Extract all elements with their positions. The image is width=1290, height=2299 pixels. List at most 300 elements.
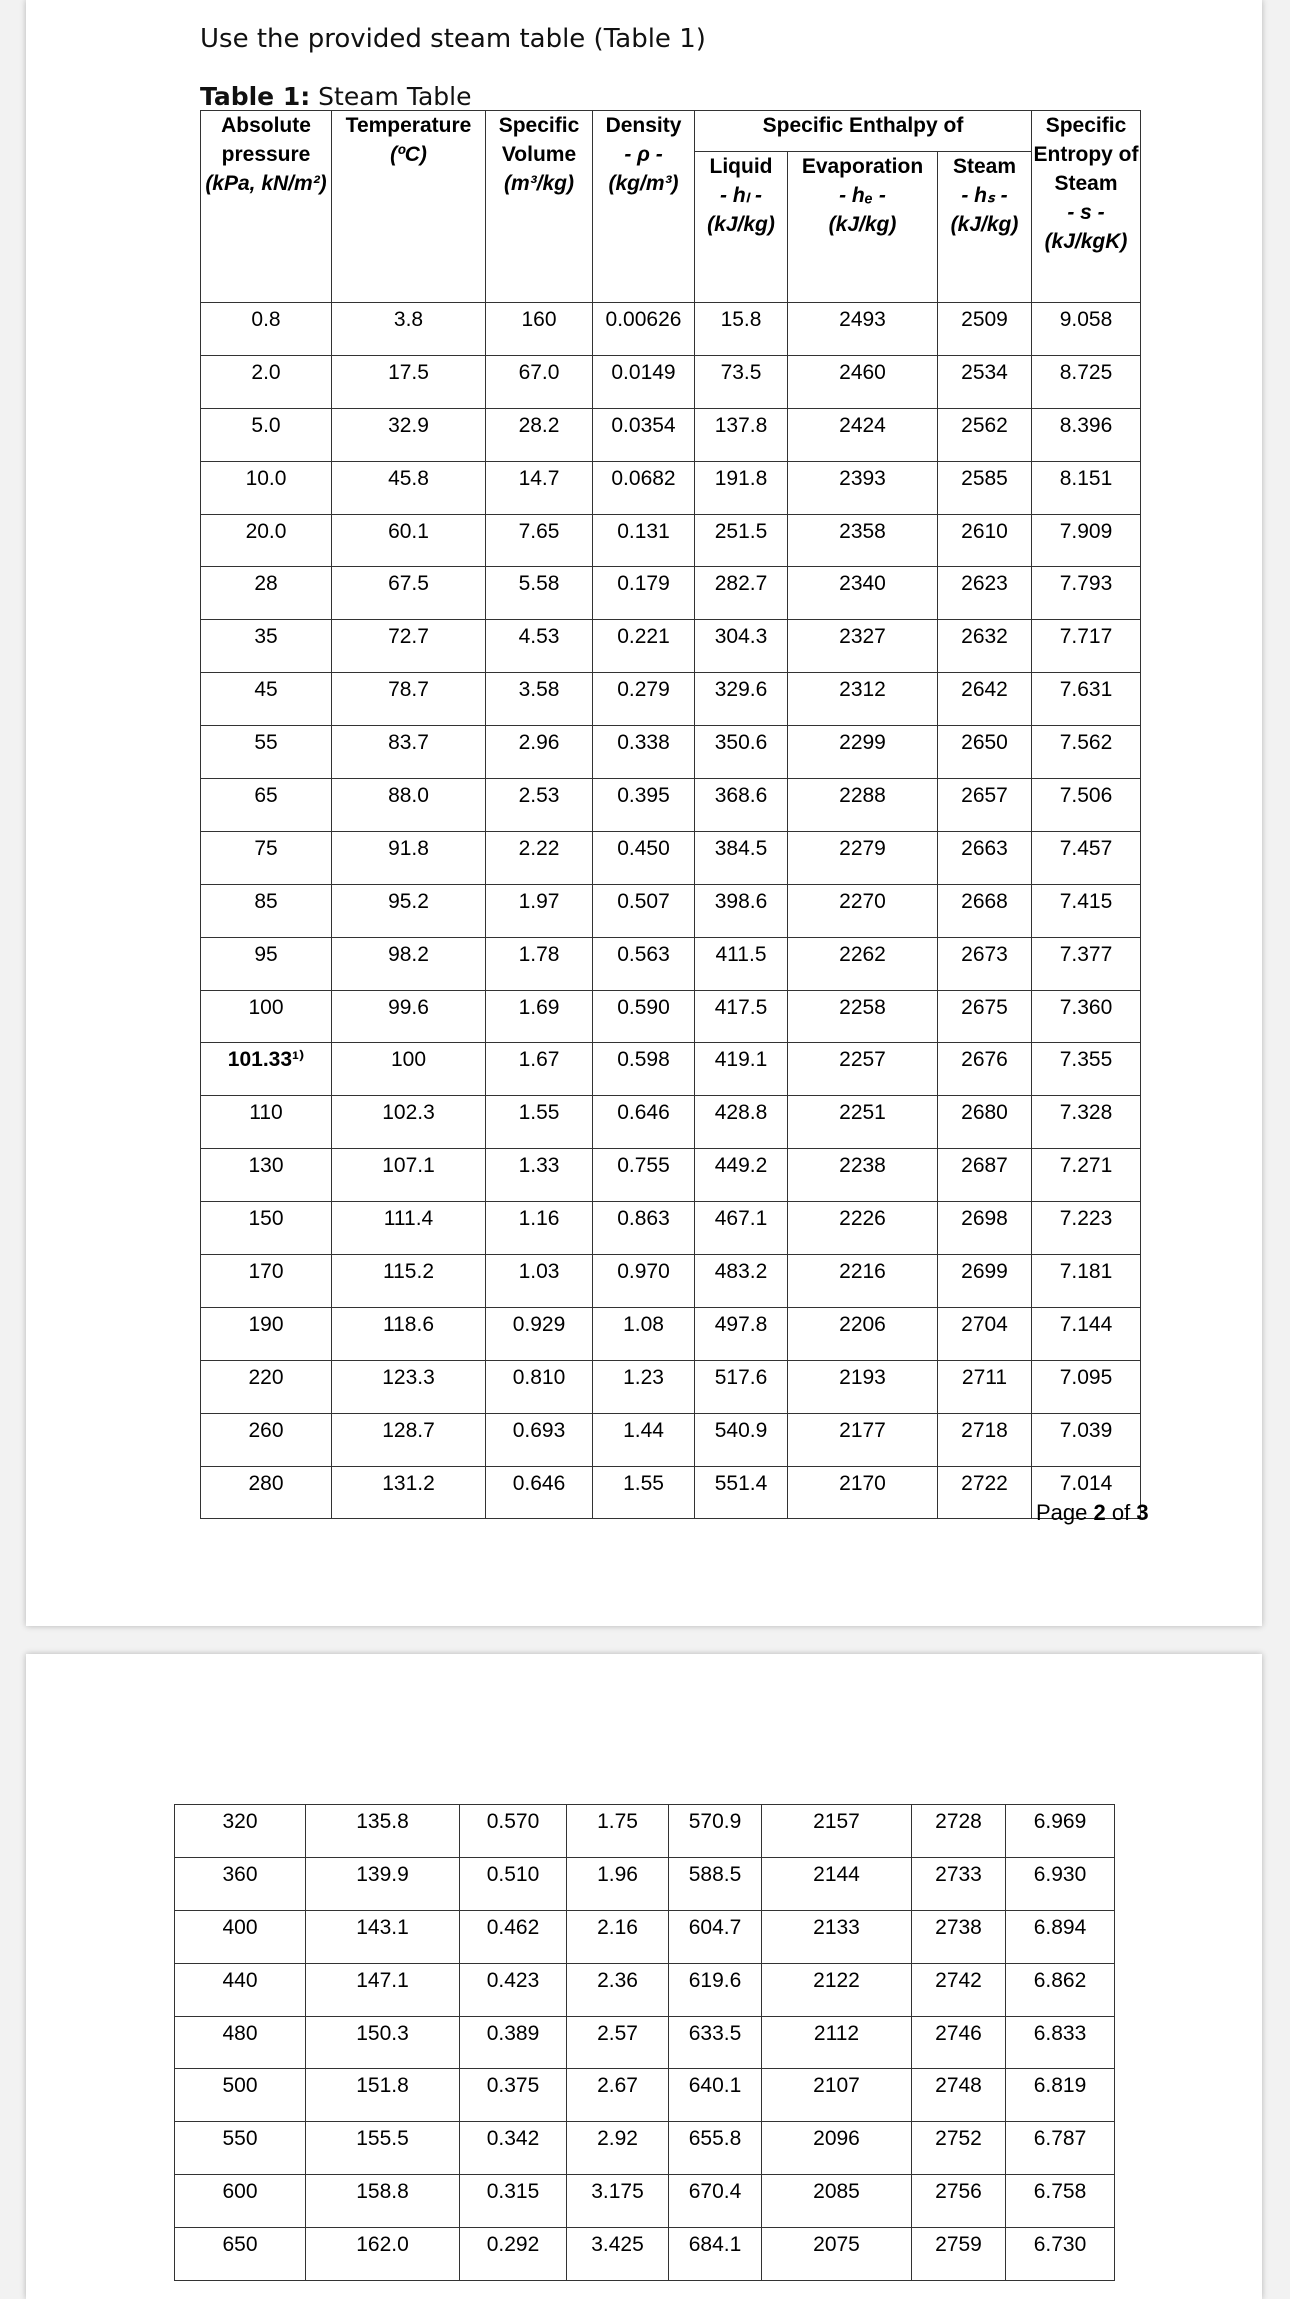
table-row xyxy=(201,461,1141,514)
table-cell: 2112 xyxy=(762,2016,912,2069)
table-cell: 2704 xyxy=(938,1307,1032,1360)
table-cell: 360 xyxy=(175,1857,306,1910)
table-row xyxy=(175,1963,1115,2016)
table-cell: 0.221 xyxy=(593,620,695,673)
table-cell: 2.36 xyxy=(567,1963,669,2016)
table-cell: 7.271 xyxy=(1032,1149,1141,1202)
table-cell: 7.631 xyxy=(1032,673,1141,726)
table-cell: 2075 xyxy=(762,2228,912,2281)
table-row xyxy=(201,779,1141,832)
table-cell: 60.1 xyxy=(332,514,486,567)
table-caption xyxy=(200,82,472,111)
table-cell: 7.717 xyxy=(1032,620,1141,673)
table-cell: 600 xyxy=(175,2175,306,2228)
table-cell: 2216 xyxy=(788,1255,938,1308)
table-cell: 7.039 xyxy=(1032,1413,1141,1466)
header-entropy: Specific Entropy of Steam - s - (kJ/kgK) xyxy=(1032,111,1141,303)
table-cell: 118.6 xyxy=(332,1307,486,1360)
table-cell: 0.395 xyxy=(593,779,695,832)
steam-table xyxy=(200,110,1141,1519)
table-cell: 517.6 xyxy=(695,1360,788,1413)
table-cell: 0.570 xyxy=(460,1805,567,1858)
table-cell: 2177 xyxy=(788,1413,938,1466)
table-cell: 1.69 xyxy=(486,990,593,1043)
table-cell: 2206 xyxy=(788,1307,938,1360)
table-cell: 3.58 xyxy=(486,673,593,726)
table-cell: 1.23 xyxy=(593,1360,695,1413)
table-cell: 1.44 xyxy=(593,1413,695,1466)
table-cell: 497.8 xyxy=(695,1307,788,1360)
table-cell: 2680 xyxy=(938,1096,1032,1149)
table-cell: 0.423 xyxy=(460,1963,567,2016)
table-cell: 0.507 xyxy=(593,884,695,937)
table-row xyxy=(201,567,1141,620)
table-cell: 6.930 xyxy=(1006,1857,1115,1910)
table-cell: 0.563 xyxy=(593,937,695,990)
table-cell: 3.175 xyxy=(567,2175,669,2228)
table-cell: 2262 xyxy=(788,937,938,990)
document-page-1 xyxy=(26,0,1262,1626)
table-cell: 2493 xyxy=(788,303,938,356)
table-cell: 7.562 xyxy=(1032,726,1141,779)
table-row xyxy=(201,355,1141,408)
table-cell: 684.1 xyxy=(669,2228,762,2281)
table-cell: 10.0 xyxy=(201,461,332,514)
table-cell: 128.7 xyxy=(332,1413,486,1466)
table-cell: 220 xyxy=(201,1360,332,1413)
table-row xyxy=(201,1202,1141,1255)
table-cell: 0.510 xyxy=(460,1857,567,1910)
table-cell: 2170 xyxy=(788,1466,938,1519)
table-cell: 107.1 xyxy=(332,1149,486,1202)
table-cell: 137.8 xyxy=(695,408,788,461)
table-cell: 6.787 xyxy=(1006,2122,1115,2175)
table-cell: 83.7 xyxy=(332,726,486,779)
table-cell: 2.57 xyxy=(567,2016,669,2069)
table-cell: 1.96 xyxy=(567,1857,669,1910)
table-cell: 2687 xyxy=(938,1149,1032,1202)
table-cell: 1.55 xyxy=(486,1096,593,1149)
table-cell: 2.53 xyxy=(486,779,593,832)
table-cell: 2251 xyxy=(788,1096,938,1149)
table-row xyxy=(201,408,1141,461)
table-cell: 85 xyxy=(201,884,332,937)
table-cell: 131.2 xyxy=(332,1466,486,1519)
table-row xyxy=(175,1805,1115,1858)
table-cell: 7.223 xyxy=(1032,1202,1141,1255)
table-cell: 0.342 xyxy=(460,2122,567,2175)
table-cell: 551.4 xyxy=(695,1466,788,1519)
header-density: Density - ρ - (kg/m³) xyxy=(593,111,695,303)
table-cell: 1.75 xyxy=(567,1805,669,1858)
table-cell: 9.058 xyxy=(1032,303,1141,356)
table-row xyxy=(201,673,1141,726)
table-row xyxy=(201,726,1141,779)
table-cell: 65 xyxy=(201,779,332,832)
table-cell: 320 xyxy=(175,1805,306,1858)
table-cell: 6.894 xyxy=(1006,1910,1115,1963)
intro-text: Use the provided steam table (Table 1) xyxy=(200,24,706,54)
table-cell: 5.0 xyxy=(201,408,332,461)
table-cell: 550 xyxy=(175,2122,306,2175)
table-cell: 2096 xyxy=(762,2122,912,2175)
table-cell: 604.7 xyxy=(669,1910,762,1963)
table-cell: 2722 xyxy=(938,1466,1032,1519)
table-cell: 160 xyxy=(486,303,593,356)
table-cell: 147.1 xyxy=(306,1963,460,2016)
table-cell: 91.8 xyxy=(332,831,486,884)
table-cell: 2312 xyxy=(788,673,938,726)
table-cell: 155.5 xyxy=(306,2122,460,2175)
table-cell: 419.1 xyxy=(695,1043,788,1096)
table-cell: 6.833 xyxy=(1006,2016,1115,2069)
table-row xyxy=(175,2069,1115,2122)
table-cell: 411.5 xyxy=(695,937,788,990)
table-row xyxy=(175,1857,1115,1910)
table-cell: 0.598 xyxy=(593,1043,695,1096)
table-cell: 158.8 xyxy=(306,2175,460,2228)
table-cell: 1.78 xyxy=(486,937,593,990)
table-row xyxy=(175,2175,1115,2228)
table-cell: 72.7 xyxy=(332,620,486,673)
table-cell: 8.725 xyxy=(1032,355,1141,408)
table-cell: 480 xyxy=(175,2016,306,2069)
table-cell: 2122 xyxy=(762,1963,912,2016)
table-cell: 2699 xyxy=(938,1255,1032,1308)
table-cell: 0.00626 xyxy=(593,303,695,356)
table-cell: 2299 xyxy=(788,726,938,779)
table-cell: 251.5 xyxy=(695,514,788,567)
table-cell: 0.450 xyxy=(593,831,695,884)
table-cell: 8.151 xyxy=(1032,461,1141,514)
table-cell: 7.360 xyxy=(1032,990,1141,1043)
table-cell: 115.2 xyxy=(332,1255,486,1308)
table-cell: 35 xyxy=(201,620,332,673)
table-cell: 368.6 xyxy=(695,779,788,832)
table-cell: 2733 xyxy=(912,1857,1006,1910)
table-cell: 95 xyxy=(201,937,332,990)
table-cell: 0.279 xyxy=(593,673,695,726)
table-cell: 7.377 xyxy=(1032,937,1141,990)
table-row xyxy=(201,831,1141,884)
table-cell: 101.33¹⁾ xyxy=(201,1043,332,1096)
table-cell: 2748 xyxy=(912,2069,1006,2122)
table-cell: 7.014 xyxy=(1032,1466,1141,1519)
table-cell: 2460 xyxy=(788,355,938,408)
table-row xyxy=(201,303,1141,356)
table-cell: 143.1 xyxy=(306,1910,460,1963)
table-cell: 4.53 xyxy=(486,620,593,673)
table-row xyxy=(201,1043,1141,1096)
steam-table-continued xyxy=(174,1804,1115,2281)
table-cell: 2752 xyxy=(912,2122,1006,2175)
table-cell: 0.8 xyxy=(201,303,332,356)
table-cell: 73.5 xyxy=(695,355,788,408)
table-cell: 2562 xyxy=(938,408,1032,461)
table-cell: 0.315 xyxy=(460,2175,567,2228)
table-cell: 55 xyxy=(201,726,332,779)
table-cell: 329.6 xyxy=(695,673,788,726)
table-cell: 2358 xyxy=(788,514,938,567)
table-cell: 100 xyxy=(332,1043,486,1096)
table-row xyxy=(201,1149,1141,1202)
table-cell: 570.9 xyxy=(669,1805,762,1858)
table-cell: 2258 xyxy=(788,990,938,1043)
table-cell: 0.810 xyxy=(486,1360,593,1413)
table-cell: 0.179 xyxy=(593,567,695,620)
table-cell: 282.7 xyxy=(695,567,788,620)
table-cell: 449.2 xyxy=(695,1149,788,1202)
table-cell: 130 xyxy=(201,1149,332,1202)
table-cell: 7.506 xyxy=(1032,779,1141,832)
table-row xyxy=(175,2016,1115,2069)
table-cell: 2742 xyxy=(912,1963,1006,2016)
table-cell: 2675 xyxy=(938,990,1032,1043)
table-cell: 100 xyxy=(201,990,332,1043)
table-cell: 1.16 xyxy=(486,1202,593,1255)
table-cell: 2.22 xyxy=(486,831,593,884)
table-cell: 655.8 xyxy=(669,2122,762,2175)
table-cell: 0.646 xyxy=(486,1466,593,1519)
table-cell: 0.929 xyxy=(486,1307,593,1360)
table-cell: 162.0 xyxy=(306,2228,460,2281)
table-cell: 2.0 xyxy=(201,355,332,408)
table-cell: 2144 xyxy=(762,1857,912,1910)
table-cell: 191.8 xyxy=(695,461,788,514)
header-liquid: Liquid - hₗ - (kJ/kg) xyxy=(695,152,788,303)
table-cell: 6.758 xyxy=(1006,2175,1115,2228)
table-cell: 540.9 xyxy=(695,1413,788,1466)
table-cell: 1.33 xyxy=(486,1149,593,1202)
table-cell: 440 xyxy=(175,1963,306,2016)
table-cell: 2673 xyxy=(938,937,1032,990)
table-cell: 7.793 xyxy=(1032,567,1141,620)
table-cell: 0.970 xyxy=(593,1255,695,1308)
header-pressure: Absolute pressure (kPa, kN/m²) xyxy=(201,111,332,303)
table-cell: 6.862 xyxy=(1006,1963,1115,2016)
table-cell: 7.457 xyxy=(1032,831,1141,884)
table-cell: 650 xyxy=(175,2228,306,2281)
table-cell: 139.9 xyxy=(306,1857,460,1910)
table-cell: 2133 xyxy=(762,1910,912,1963)
table-cell: 633.5 xyxy=(669,2016,762,2069)
table-cell: 7.909 xyxy=(1032,514,1141,567)
table-cell: 2288 xyxy=(788,779,938,832)
page-number: Page 2 of 3 xyxy=(1036,1500,1149,1525)
table-cell: 2193 xyxy=(788,1360,938,1413)
header-temperature: Temperature (ºC) xyxy=(332,111,486,303)
table-cell: 7.181 xyxy=(1032,1255,1141,1308)
table-cell: 7.415 xyxy=(1032,884,1141,937)
table-cell: 2657 xyxy=(938,779,1032,832)
table-cell: 151.8 xyxy=(306,2069,460,2122)
table-cell: 6.819 xyxy=(1006,2069,1115,2122)
table-cell: 0.292 xyxy=(460,2228,567,2281)
table-cell: 2238 xyxy=(788,1149,938,1202)
table-row xyxy=(201,1360,1141,1413)
table-cell: 670.4 xyxy=(669,2175,762,2228)
table-cell: 7.355 xyxy=(1032,1043,1141,1096)
table-row xyxy=(201,1466,1141,1519)
table-cell: 14.7 xyxy=(486,461,593,514)
table-cell: 8.396 xyxy=(1032,408,1141,461)
table-cell: 0.462 xyxy=(460,1910,567,1963)
table-cell: 0.755 xyxy=(593,1149,695,1202)
table-cell: 170 xyxy=(201,1255,332,1308)
table-cell: 88.0 xyxy=(332,779,486,832)
table-cell: 99.6 xyxy=(332,990,486,1043)
table-cell: 20.0 xyxy=(201,514,332,567)
table-cell: 2534 xyxy=(938,355,1032,408)
table-cell: 2270 xyxy=(788,884,938,937)
table-cell: 0.0682 xyxy=(593,461,695,514)
table-row xyxy=(201,884,1141,937)
table-cell: 3.8 xyxy=(332,303,486,356)
table-cell: 2.16 xyxy=(567,1910,669,1963)
table-cell: 98.2 xyxy=(332,937,486,990)
table-cell: 150 xyxy=(201,1202,332,1255)
table-cell: 2107 xyxy=(762,2069,912,2122)
table-row xyxy=(201,1307,1141,1360)
table-cell: 384.5 xyxy=(695,831,788,884)
table-row xyxy=(175,2228,1115,2281)
table-cell: 2340 xyxy=(788,567,938,620)
table-cell: 2257 xyxy=(788,1043,938,1096)
table-cell: 400 xyxy=(175,1910,306,1963)
table-cell: 2.67 xyxy=(567,2069,669,2122)
table-cell: 102.3 xyxy=(332,1096,486,1149)
table-cell: 6.969 xyxy=(1006,1805,1115,1858)
table-cell: 2746 xyxy=(912,2016,1006,2069)
table-cell: 190 xyxy=(201,1307,332,1360)
table-cell: 2711 xyxy=(938,1360,1032,1413)
table-cell: 1.08 xyxy=(593,1307,695,1360)
table-cell: 2157 xyxy=(762,1805,912,1858)
table-cell: 15.8 xyxy=(695,303,788,356)
table-cell: 417.5 xyxy=(695,990,788,1043)
table-cell: 467.1 xyxy=(695,1202,788,1255)
table-cell: 1.97 xyxy=(486,884,593,937)
table-row xyxy=(201,990,1141,1043)
table-body-page-1 xyxy=(201,303,1141,1519)
table-cell: 0.375 xyxy=(460,2069,567,2122)
table-row xyxy=(201,1413,1141,1466)
table-cell: 2738 xyxy=(912,1910,1006,1963)
table-cell: 3.425 xyxy=(567,2228,669,2281)
table-cell: 1.55 xyxy=(593,1466,695,1519)
table-cell: 2.92 xyxy=(567,2122,669,2175)
table-cell: 2698 xyxy=(938,1202,1032,1255)
table-cell: 2650 xyxy=(938,726,1032,779)
table-cell: 2509 xyxy=(938,303,1032,356)
table-cell: 0.338 xyxy=(593,726,695,779)
table-cell: 67.0 xyxy=(486,355,593,408)
table-cell: 483.2 xyxy=(695,1255,788,1308)
table-cell: 0.0354 xyxy=(593,408,695,461)
table-cell: 2424 xyxy=(788,408,938,461)
table-row xyxy=(201,937,1141,990)
table-cell: 95.2 xyxy=(332,884,486,937)
table-cell: 428.8 xyxy=(695,1096,788,1149)
table-cell: 0.389 xyxy=(460,2016,567,2069)
table-cell: 45.8 xyxy=(332,461,486,514)
table-cell: 28.2 xyxy=(486,408,593,461)
table-cell: 640.1 xyxy=(669,2069,762,2122)
table-cell: 5.58 xyxy=(486,567,593,620)
table-cell: 2085 xyxy=(762,2175,912,2228)
table-cell: 0.693 xyxy=(486,1413,593,1466)
table-row xyxy=(201,1096,1141,1149)
table-cell: 2279 xyxy=(788,831,938,884)
table-cell: 110 xyxy=(201,1096,332,1149)
table-cell: 45 xyxy=(201,673,332,726)
header-steam: Steam - hₛ - (kJ/kg) xyxy=(938,152,1032,303)
table-cell: 2756 xyxy=(912,2175,1006,2228)
table-cell: 2642 xyxy=(938,673,1032,726)
table-cell: 75 xyxy=(201,831,332,884)
table-cell: 7.328 xyxy=(1032,1096,1141,1149)
table-cell: 2393 xyxy=(788,461,938,514)
table-cell: 0.646 xyxy=(593,1096,695,1149)
header-volume: Specific Volume (m³/kg) xyxy=(486,111,593,303)
table-cell: 588.5 xyxy=(669,1857,762,1910)
table-cell: 135.8 xyxy=(306,1805,460,1858)
table-cell: 2728 xyxy=(912,1805,1006,1858)
table-cell: 280 xyxy=(201,1466,332,1519)
table-cell: 0.0149 xyxy=(593,355,695,408)
table-cell: 2759 xyxy=(912,2228,1006,2281)
table-cell: 2226 xyxy=(788,1202,938,1255)
table-cell: 7.65 xyxy=(486,514,593,567)
table-cell: 28 xyxy=(201,567,332,620)
table-cell: 0.131 xyxy=(593,514,695,567)
table-cell: 260 xyxy=(201,1413,332,1466)
header-enthalpy-group: Specific Enthalpy of xyxy=(695,111,1032,152)
table-cell: 123.3 xyxy=(332,1360,486,1413)
table-cell: 7.095 xyxy=(1032,1360,1141,1413)
table-row xyxy=(201,620,1141,673)
caption-label: Table 1: xyxy=(200,82,311,111)
table-cell: 78.7 xyxy=(332,673,486,726)
table-cell: 0.863 xyxy=(593,1202,695,1255)
caption-title: Steam Table xyxy=(318,82,472,111)
table-cell: 500 xyxy=(175,2069,306,2122)
table-cell: 0.590 xyxy=(593,990,695,1043)
table-cell: 1.03 xyxy=(486,1255,593,1308)
table-cell: 150.3 xyxy=(306,2016,460,2069)
table-body-page-2 xyxy=(175,1805,1115,2281)
table-cell: 6.730 xyxy=(1006,2228,1115,2281)
table-cell: 17.5 xyxy=(332,355,486,408)
table-cell: 2663 xyxy=(938,831,1032,884)
header-evaporation: Evaporation - hₑ - (kJ/kg) xyxy=(788,152,938,303)
table-row xyxy=(201,1255,1141,1308)
table-cell: 304.3 xyxy=(695,620,788,673)
table-cell: 350.6 xyxy=(695,726,788,779)
table-cell: 2623 xyxy=(938,567,1032,620)
table-cell: 2676 xyxy=(938,1043,1032,1096)
table-cell: 2327 xyxy=(788,620,938,673)
table-cell: 67.5 xyxy=(332,567,486,620)
table-cell: 2718 xyxy=(938,1413,1032,1466)
table-cell: 619.6 xyxy=(669,1963,762,2016)
table-cell: 2610 xyxy=(938,514,1032,567)
table-row xyxy=(175,2122,1115,2175)
table-cell: 32.9 xyxy=(332,408,486,461)
table-cell: 7.144 xyxy=(1032,1307,1141,1360)
table-cell: 2668 xyxy=(938,884,1032,937)
table-cell: 111.4 xyxy=(332,1202,486,1255)
